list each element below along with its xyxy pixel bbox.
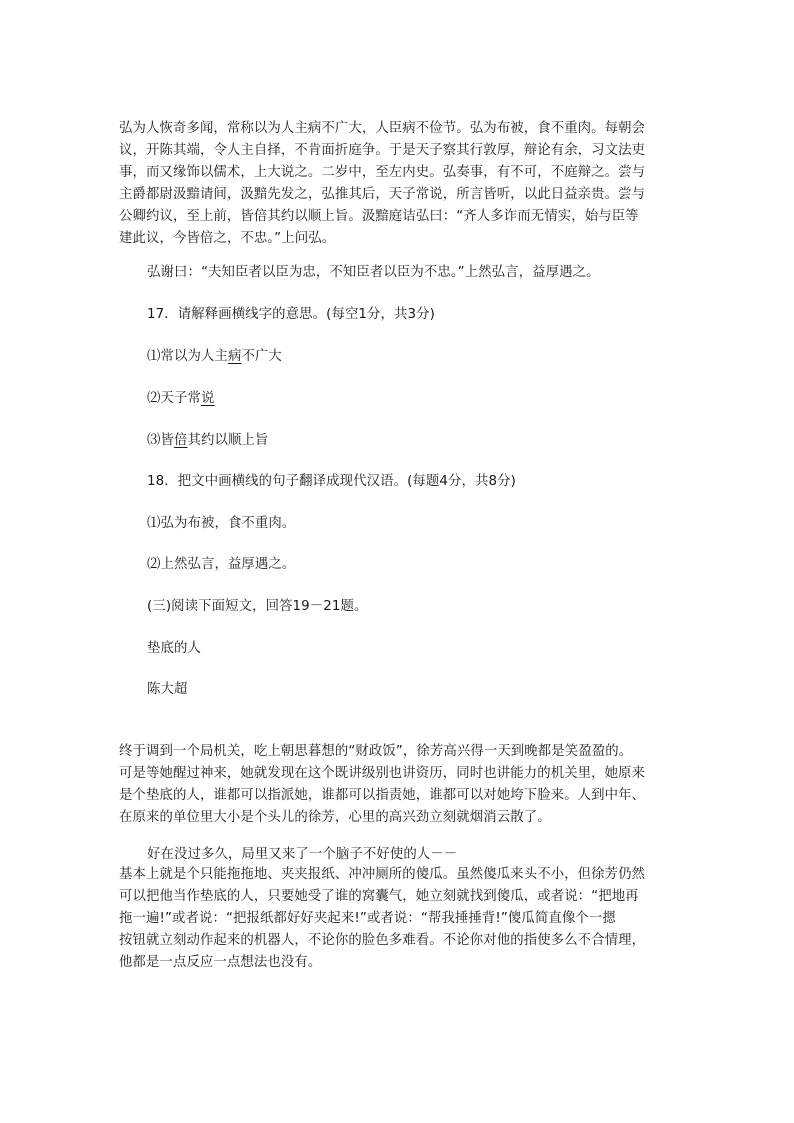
passage-line: 弘为人恢奇多闻，常称以为人主病不广大，人臣病不俭节。弘为布被，食不重肉。每朝会 xyxy=(119,121,646,136)
question-17-item-3 xyxy=(147,430,268,452)
story-line: 在原来的单位里大小是个头儿的徐芳，心里的高兴劲立刻就烟消云散了。 xyxy=(119,810,551,825)
item-text: ⑶皆 xyxy=(147,433,174,448)
passage-line: 主爵都尉汲黯请间，汲黯先发之，弘推其后，天子常说，所言皆听，以此日益亲贵。尝与 xyxy=(119,187,646,202)
passage-line: 议，开陈其端，令人主自择，不肯面折庭争。于是天子察其行敦厚，辩论有余，习文法吏 xyxy=(119,143,646,158)
story-line: 终于调到一个局机关，吃上朝思暮想的“财政饭”，徐芳高兴得一天到晚都是笑盈盈的。 xyxy=(119,744,633,759)
story-line: 基本上就是个只能拖拖地、夹夹报纸、冲冲厕所的傻瓜。虽然傻瓜来头不小，但徐芳仍然 xyxy=(119,867,646,882)
question-18-stem: 18．把文中画横线的句子翻译成现代汉语。(每题4分，共8分) xyxy=(147,474,516,489)
story-paragraph-1 xyxy=(119,741,645,829)
question-17-item-2 xyxy=(147,388,214,410)
story-line: 是个垫底的人，谁都可以指派她，谁都可以指责她，谁都可以对她垮下脸来。人到中年、 xyxy=(119,788,646,803)
passage-line: 事，而又缘饰以儒术，上大说之。二岁中，至左内史。弘奏事，有不可，不庭辩之。尝与 xyxy=(119,165,646,180)
passage-paragraph-2: 弘谢曰：“夫知臣者以臣为忠，不知臣者以臣为不忠。”上然弘言，益厚遇之。 xyxy=(147,265,600,280)
underlined-char: 倍 xyxy=(173,433,188,448)
item-text: 其约以顺上旨 xyxy=(187,433,269,448)
story-line: 拖一遍!”或者说：“把报纸都好好夹起来!”或者说：“帮我捶捶背!”傻瓜简直像个一摁 xyxy=(119,911,616,926)
item-text: ⑵天子常 xyxy=(147,391,201,406)
story-line: 按钮就立刻动作起来的机器人，不论你的脸色多难看。不论你对他的指使多么不合情理， xyxy=(119,933,646,948)
story-title: 垫底的人 xyxy=(147,641,201,656)
story-paragraph-2 xyxy=(119,864,645,974)
underlined-char: 说 xyxy=(200,391,215,406)
item-text: 不广大 xyxy=(241,349,282,364)
section-heading: (三)阅读下面短文，回答19－21题。 xyxy=(147,599,368,614)
question-18-item-1: ⑴弘为布被，食不重肉。 xyxy=(147,516,296,531)
story-line: 可是等她醒过神来，她就发现在这个既讲级别也讲资历，同时也讲能力的机关里，她原来 xyxy=(119,766,646,781)
passage-paragraph-1 xyxy=(119,118,645,250)
question-17-item-1 xyxy=(147,346,282,368)
item-text: ⑴常以为人主 xyxy=(147,349,228,364)
story-paragraph-2-first-line: 好在没过多久，局里又来了一个脑子不好使的人－－ xyxy=(147,847,458,862)
story-author: 陈大超 xyxy=(147,682,188,697)
passage-line: 建此议，今皆倍之，不忠。”上问弘。 xyxy=(119,231,336,246)
story-line: 可以把他当作垫底的人，只要她受了谁的窝囊气，她立刻就找到傻瓜，或者说：“把地再 xyxy=(119,889,639,904)
story-line: 他都是一点反应一点想法也没有。 xyxy=(119,955,322,970)
underlined-char: 病 xyxy=(227,349,242,364)
passage-line: 公卿约议，至上前，皆倍其约以顺上旨。汲黯庭诘弘曰：“齐人多诈而无情实，始与臣等 xyxy=(119,209,639,224)
question-18-item-2: ⑵上然弘言，益厚遇之。 xyxy=(147,557,296,572)
question-17-stem: 17．请解释画横线字的意思。(每空1分，共3分) xyxy=(147,307,435,322)
